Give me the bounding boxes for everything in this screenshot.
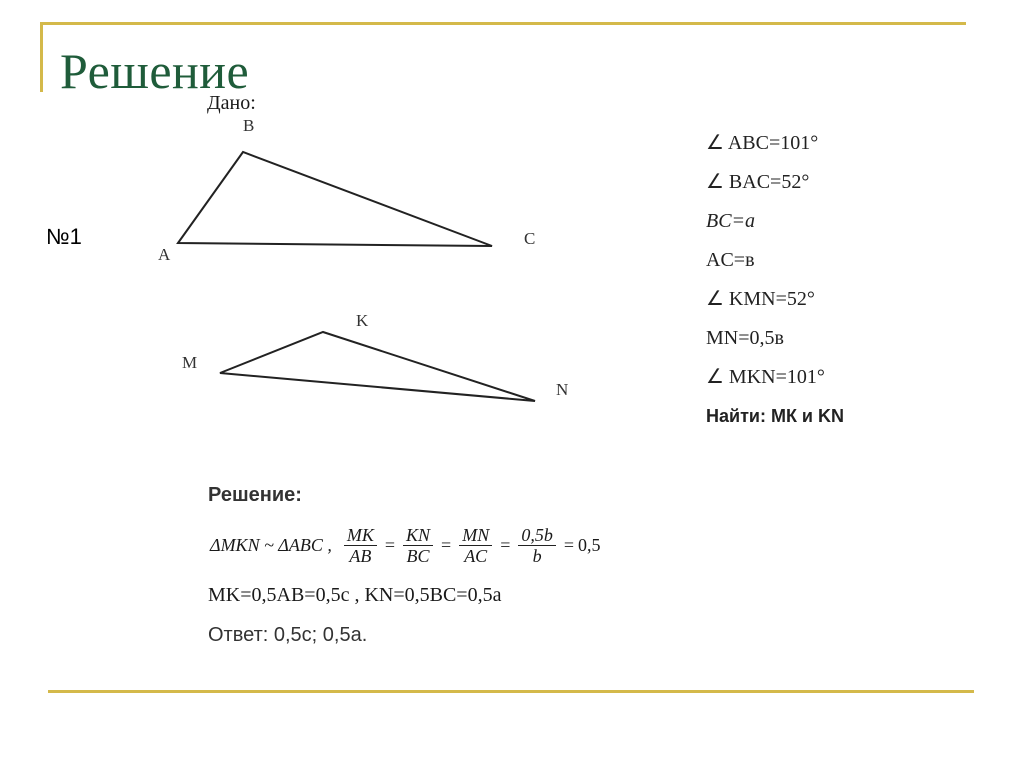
- given-item: ∠ KMN=52°: [706, 288, 815, 310]
- given-label: Дано:: [207, 92, 256, 114]
- triangle-mkn: [220, 332, 535, 401]
- ratio-numerator: MN: [459, 525, 492, 546]
- problem-number: №1: [46, 224, 82, 249]
- equals-sign: =: [384, 534, 396, 555]
- given-item: ∠ ABC=101°: [706, 132, 819, 154]
- ratio-numerator: 0,5b: [518, 525, 556, 546]
- given-item: AC=в: [706, 249, 755, 271]
- ratio-denominator: b: [532, 545, 542, 566]
- solution-lengths: MK=0,5AB=0,5c , KN=0,5BC=0,5a: [208, 584, 502, 606]
- given-item: BC=a: [706, 210, 756, 232]
- equals-sign: =: [563, 534, 575, 555]
- equals-sign: =: [441, 534, 452, 555]
- triangle-abc: [178, 152, 492, 246]
- slide-title: Решение: [60, 43, 250, 99]
- ratio-fraction: [518, 525, 556, 566]
- solution-heading: Решение:: [208, 484, 302, 506]
- ratio-denominator: AB: [349, 545, 372, 566]
- ratio-fraction: [403, 525, 433, 566]
- equals-sign: =: [500, 534, 511, 555]
- point-a-label: A: [158, 245, 171, 264]
- ratio-numerator: KN: [403, 525, 433, 546]
- point-n-label: N: [556, 380, 569, 399]
- point-m-label: M: [182, 353, 198, 372]
- similarity-statement: ΔMKN ~ ΔABC ,: [210, 534, 332, 555]
- ratio-fraction: [459, 525, 492, 566]
- answer-line: Ответ: 0,5с; 0,5а.: [208, 624, 368, 646]
- given-item: ∠ MKN=101°: [706, 366, 825, 388]
- given-item: ∠ BAC=52°: [706, 171, 810, 193]
- ratio-denominator: BC: [406, 545, 430, 566]
- similarity-equation: [210, 520, 601, 570]
- ratio-fraction: [344, 525, 377, 566]
- ratio-numerator: MK: [344, 525, 377, 546]
- point-c-label: C: [524, 229, 536, 248]
- ratio-denominator: AC: [464, 545, 488, 566]
- point-k-label: K: [356, 311, 369, 330]
- given-item: MN=0,5в: [706, 327, 784, 349]
- find-statement: Найти: МК и KN: [706, 406, 844, 426]
- ratio-result: 0,5: [578, 534, 601, 555]
- given-list: [706, 128, 844, 440]
- point-b-label: B: [243, 116, 255, 135]
